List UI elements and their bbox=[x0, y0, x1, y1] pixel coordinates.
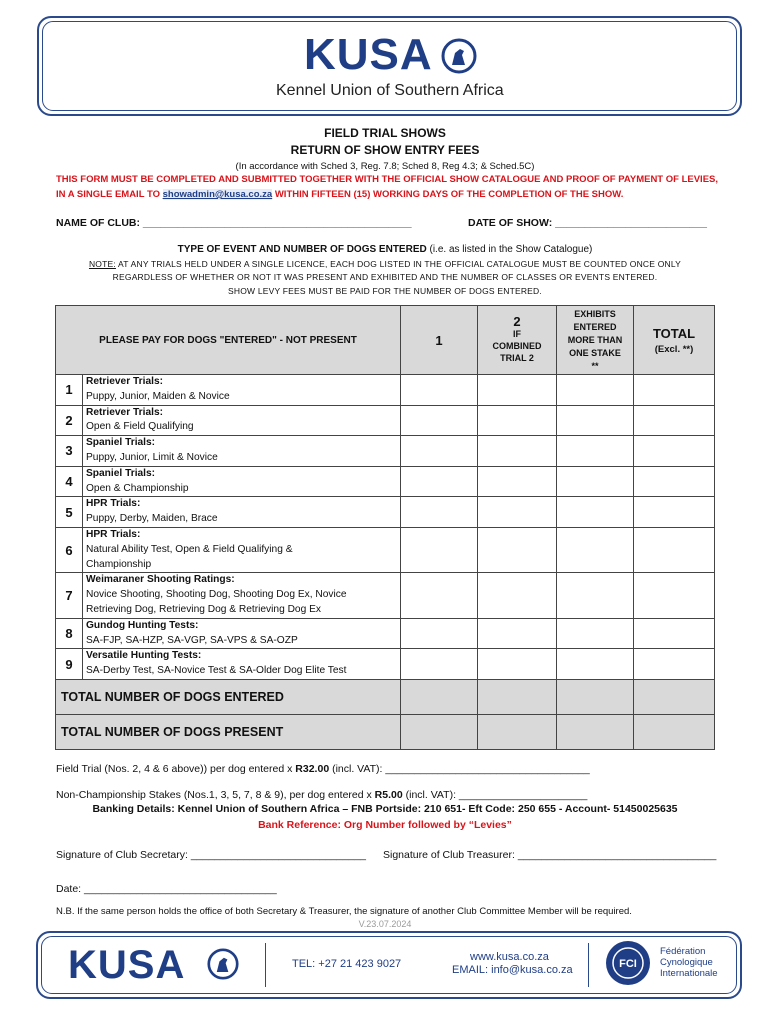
table-row bbox=[56, 436, 715, 467]
event-detail: Puppy, Derby, Maiden, Brace bbox=[86, 513, 218, 525]
event-title: Spaniel Trials: bbox=[86, 437, 156, 449]
table-row bbox=[56, 497, 715, 528]
entry-cell-col-1[interactable] bbox=[401, 466, 478, 497]
bank-reference: Bank Reference: Org Number followed by “Levies” bbox=[258, 819, 512, 831]
footer-dog-emblem-icon bbox=[207, 948, 239, 980]
event-title: Weimaraner Shooting Ratings: bbox=[86, 574, 235, 586]
event-type-bold: TYPE OF EVENT AND NUMBER OF DOGS ENTERED bbox=[177, 244, 427, 255]
club-name-field[interactable]: NAME OF CLUB: ______________________________________________ bbox=[56, 217, 412, 229]
header-col-2-l1: IF bbox=[513, 329, 522, 339]
entry-cell-col-1[interactable] bbox=[401, 527, 478, 572]
banking-details: Banking Details: Kennel Union of Southern Africa – FNB Portside: 210 651- Eft Code: 250 655 - Account- 51450025635 bbox=[92, 803, 678, 815]
fci-line-2: Cynologique bbox=[660, 957, 713, 968]
fee-text-end: (incl. VAT): ______________________ bbox=[402, 789, 588, 801]
fee-amount: R5.00 bbox=[374, 789, 403, 801]
event-detail: Novice Shooting, Shooting Dog, Shooting Dog Ex, Novice bbox=[86, 589, 347, 601]
entry-cell-col-3[interactable] bbox=[557, 497, 634, 528]
row-number: 8 bbox=[56, 618, 83, 649]
event-title: HPR Trials: bbox=[86, 528, 141, 540]
field-trial-fee-line[interactable] bbox=[56, 763, 590, 775]
entry-cell-col-3[interactable] bbox=[557, 618, 634, 649]
date-field[interactable]: Date: _________________________________ bbox=[56, 883, 277, 895]
entries-table bbox=[55, 305, 715, 750]
form-title: FIELD TRIAL SHOWS bbox=[324, 126, 446, 140]
total-entered-col-2[interactable] bbox=[478, 679, 557, 714]
row-number: 2 bbox=[56, 405, 83, 436]
table-row bbox=[56, 618, 715, 649]
header-col-3-l5: ** bbox=[591, 360, 599, 371]
entry-cell-col-1[interactable] bbox=[401, 649, 478, 680]
header-col-3-l2: ENTERED bbox=[573, 321, 617, 332]
fee-text: Field Trial (Nos. 2, 4 & 6 above)) per dog entered x bbox=[56, 763, 296, 775]
event-detail-2: Retrieving Dog, Retrieving Dog & Retrieving Dog Ex bbox=[86, 603, 321, 615]
event-title: Versatile Hunting Tests: bbox=[86, 650, 202, 662]
header-col-3 bbox=[557, 306, 634, 375]
entry-cell-col-total[interactable] bbox=[634, 497, 715, 528]
org-subtitle: Kennel Union of Southern Africa bbox=[276, 82, 504, 99]
entry-cell-col-total[interactable] bbox=[634, 405, 715, 436]
event-type-heading bbox=[0, 244, 770, 255]
row-description bbox=[83, 466, 401, 497]
total-present-col-3[interactable] bbox=[557, 714, 634, 749]
total-present-col-1[interactable] bbox=[401, 714, 478, 749]
header-total-excl: (Excl. **) bbox=[654, 343, 694, 355]
row-description bbox=[83, 497, 401, 528]
entry-cell-col-1[interactable] bbox=[401, 497, 478, 528]
header-total-label: TOTAL bbox=[652, 325, 696, 341]
entry-cell-col-1[interactable] bbox=[401, 405, 478, 436]
note-text: AT ANY TRIALS HELD UNDER A SINGLE LICENCE, EACH DOG LISTED IN THE OFFICIAL CATALOGUE MUST BE COUNTED ONCE ONLY bbox=[115, 259, 682, 269]
row-number: 1 bbox=[56, 375, 83, 406]
entry-cell-col-total[interactable] bbox=[634, 527, 715, 572]
row-description bbox=[83, 405, 401, 436]
entry-cell-col-3[interactable] bbox=[557, 573, 634, 618]
secretary-signature-field[interactable]: Signature of Club Secretary: ______________________________ bbox=[56, 849, 367, 861]
header-col-1: 1 bbox=[401, 306, 478, 375]
entry-cell-col-1[interactable] bbox=[401, 618, 478, 649]
entry-cell-col-2[interactable] bbox=[478, 436, 557, 467]
event-title: Retriever Trials: bbox=[86, 406, 164, 418]
row-description bbox=[83, 527, 401, 572]
fci-name bbox=[660, 946, 718, 979]
header-col-2-l3: TRIAL 2 bbox=[500, 353, 534, 363]
note-line-2: REGARDLESS OF WHETHER OR NOT IT WAS PRESENT AND EXHIBITED AND THE NUMBER OF CLASSES OR EVENTS ENTERED. bbox=[112, 272, 658, 282]
entry-cell-col-3[interactable] bbox=[557, 527, 634, 572]
row-description bbox=[83, 573, 401, 618]
row-description bbox=[83, 436, 401, 467]
entry-cell-col-3[interactable] bbox=[557, 375, 634, 406]
fee-text-end: (incl. VAT): ___________________________________ bbox=[329, 763, 590, 775]
show-date-field[interactable]: DATE OF SHOW: __________________________ bbox=[468, 217, 707, 229]
total-entered-label: TOTAL NUMBER OF DOGS ENTERED bbox=[56, 679, 401, 714]
fci-line-3: Internationale bbox=[660, 968, 718, 979]
entry-cell-col-total[interactable] bbox=[634, 618, 715, 649]
table-row bbox=[56, 573, 715, 618]
table-header-row bbox=[56, 306, 715, 375]
form-subtitle: RETURN OF SHOW ENTRY FEES bbox=[290, 143, 480, 157]
total-present-col-total[interactable] bbox=[634, 714, 715, 749]
event-detail: Puppy, Junior, Limit & Novice bbox=[86, 451, 218, 463]
event-title: Gundog Hunting Tests: bbox=[86, 619, 199, 631]
total-present-label: TOTAL NUMBER OF DOGS PRESENT bbox=[56, 714, 401, 749]
footer-telephone: TEL: +27 21 423 9027 bbox=[292, 958, 402, 970]
row-number: 7 bbox=[56, 573, 83, 618]
entry-cell-col-3[interactable] bbox=[557, 436, 634, 467]
header-col-3-l1: EXHIBITS bbox=[574, 308, 616, 319]
entry-cell-col-total[interactable] bbox=[634, 375, 715, 406]
entry-cell-col-3[interactable] bbox=[557, 466, 634, 497]
kusa-logo: KUSA bbox=[304, 30, 433, 79]
event-detail: SA-FJP, SA-HZP, SA-VGP, SA-VPS & SA-OZP bbox=[86, 634, 298, 646]
header-col-total bbox=[634, 306, 715, 375]
entry-cell-col-2[interactable] bbox=[478, 618, 557, 649]
total-entered-col-total[interactable] bbox=[634, 679, 715, 714]
note-label: NOTE: bbox=[88, 259, 116, 269]
email-link[interactable]: showadmin@kusa.co.za bbox=[162, 189, 273, 200]
event-detail: SA-Derby Test, SA-Novice Test & SA-Older Dog Elite Test bbox=[86, 665, 347, 677]
header-col-3-l3: MORE THAN bbox=[567, 334, 623, 345]
entry-cell-col-total[interactable] bbox=[634, 649, 715, 680]
table-row bbox=[56, 649, 715, 680]
nb-note: N.B. If the same person holds the office of both Secretary & Treasurer, the signature of another Club Committee Member will be required. bbox=[56, 906, 632, 917]
entry-cell-col-1[interactable] bbox=[401, 375, 478, 406]
warning-line-2 bbox=[56, 189, 623, 200]
note-line-3: SHOW LEVY FEES MUST BE PAID FOR THE NUMBER OF DOGS ENTERED. bbox=[228, 286, 542, 296]
warning-text: IN A SINGLE EMAIL TO bbox=[56, 189, 163, 200]
non-championship-fee-line[interactable] bbox=[56, 789, 587, 801]
event-title: HPR Trials: bbox=[86, 498, 141, 510]
entry-cell-col-1[interactable] bbox=[401, 436, 478, 467]
total-present-col-2[interactable] bbox=[478, 714, 557, 749]
entry-cell-col-total[interactable] bbox=[634, 436, 715, 467]
entry-cell-col-2[interactable] bbox=[478, 497, 557, 528]
fci-logo-icon bbox=[604, 939, 652, 987]
total-present-row bbox=[56, 714, 715, 749]
entry-cell-col-2[interactable] bbox=[478, 649, 557, 680]
total-entered-col-1[interactable] bbox=[401, 679, 478, 714]
row-description bbox=[83, 375, 401, 406]
warning-text-end: WITHIN FIFTEEN (15) WORKING DAYS OF THE COMPLETION OF THE SHOW. bbox=[272, 189, 624, 200]
total-entered-row bbox=[56, 679, 715, 714]
table-row bbox=[56, 466, 715, 497]
event-detail: Open & Championship bbox=[86, 482, 189, 494]
footer-website-link[interactable]: www.kusa.co.za bbox=[470, 951, 549, 963]
treasurer-signature-field[interactable]: Signature of Club Treasurer: __________________________________ bbox=[383, 849, 717, 861]
entry-cell-col-2[interactable] bbox=[478, 405, 557, 436]
header-desc: PLEASE PAY FOR DOGS "ENTERED" - NOT PRESENT bbox=[56, 306, 401, 375]
header-col-3-l4: ONE STAKE bbox=[569, 347, 621, 358]
row-number: 6 bbox=[56, 527, 83, 572]
version-label: V.23.07.2024 bbox=[358, 919, 412, 929]
footer-email-link[interactable]: EMAIL: info@kusa.co.za bbox=[452, 964, 573, 976]
regulation-reference: (In accordance with Sched 3, Reg. 7.8; Sched 8, Reg 4.3; & Sched.5C) bbox=[235, 161, 535, 172]
table-row bbox=[56, 527, 715, 572]
header-col-2 bbox=[478, 306, 557, 375]
row-number: 3 bbox=[56, 436, 83, 467]
event-title: Spaniel Trials: bbox=[86, 467, 156, 479]
table-body bbox=[56, 375, 715, 680]
fee-text: Non-Championship Stakes (Nos.1, 3, 5, 7, 8 & 9), per dog entered x bbox=[56, 789, 375, 801]
footer-kusa-logo: KUSA bbox=[68, 943, 186, 987]
header-col-2-num: 2 bbox=[513, 314, 521, 329]
entry-cell-col-3[interactable] bbox=[557, 649, 634, 680]
fci-line-1: Fédération bbox=[660, 946, 706, 957]
entry-cell-col-2[interactable] bbox=[478, 466, 557, 497]
event-detail-2: Championship bbox=[86, 558, 152, 570]
event-type-rest: (i.e. as listed in the Show Catalogue) bbox=[426, 244, 593, 255]
warning-line-1: THIS FORM MUST BE COMPLETED AND SUBMITTED TOGETHER WITH THE OFFICIAL SHOW CATALOGUE AND PROOF OF PAYMENT OF LEVIES, bbox=[56, 174, 719, 185]
event-detail: Puppy, Junior, Maiden & Novice bbox=[86, 390, 230, 402]
fee-amount: R32.00 bbox=[295, 763, 330, 775]
entry-cell-col-total[interactable] bbox=[634, 573, 715, 618]
entry-cell-col-total[interactable] bbox=[634, 466, 715, 497]
table-row bbox=[56, 375, 715, 406]
fci-logo-text: FCI bbox=[619, 958, 637, 970]
total-entered-col-3[interactable] bbox=[557, 679, 634, 714]
entry-cell-col-2[interactable] bbox=[478, 375, 557, 406]
note-line-1 bbox=[0, 259, 770, 269]
footer-divider bbox=[588, 943, 589, 987]
dog-emblem-icon bbox=[441, 38, 477, 74]
event-detail: Natural Ability Test, Open & Field Qualifying & bbox=[86, 543, 293, 555]
row-description bbox=[83, 618, 401, 649]
entry-cell-col-3[interactable] bbox=[557, 405, 634, 436]
row-number: 4 bbox=[56, 466, 83, 497]
entry-cell-col-2[interactable] bbox=[478, 573, 557, 618]
row-number: 9 bbox=[56, 649, 83, 680]
event-detail: Open & Field Qualifying bbox=[86, 421, 194, 433]
row-description bbox=[83, 649, 401, 680]
entry-cell-col-2[interactable] bbox=[478, 527, 557, 572]
footer-divider bbox=[265, 943, 266, 987]
entry-cell-col-1[interactable] bbox=[401, 573, 478, 618]
event-title: Retriever Trials: bbox=[86, 376, 164, 387]
table-row bbox=[56, 405, 715, 436]
header-col-2-l2: COMBINED bbox=[492, 341, 542, 351]
row-number: 5 bbox=[56, 497, 83, 528]
